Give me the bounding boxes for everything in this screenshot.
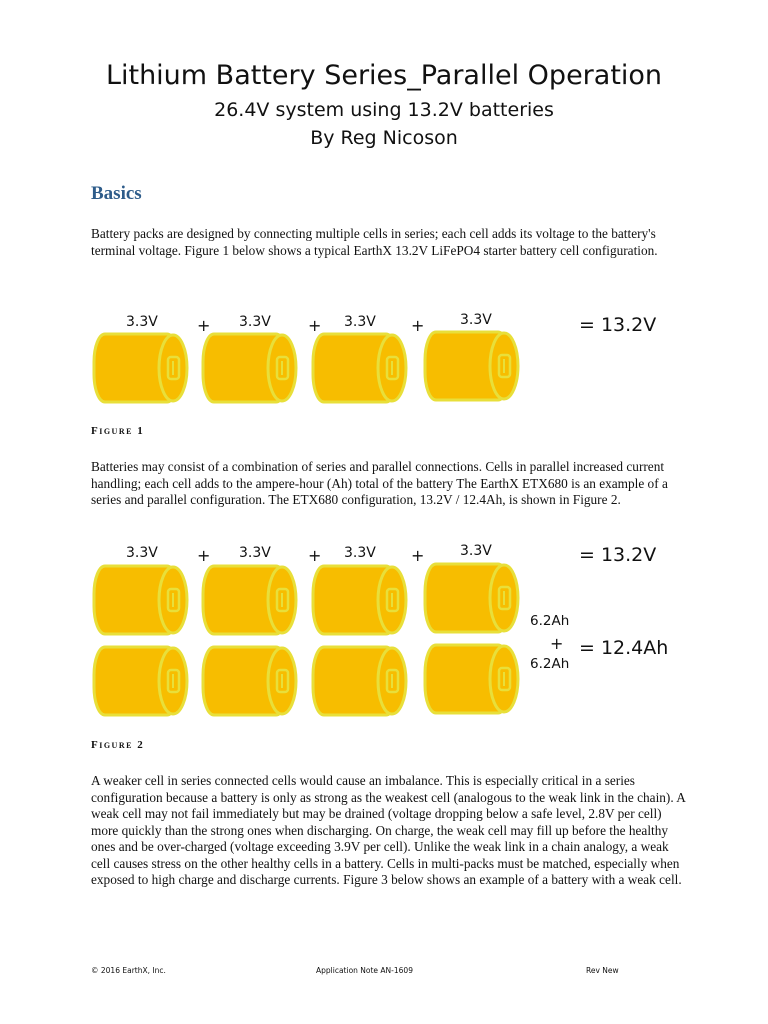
fig1-cell-voltage-label: 3.3V (239, 314, 271, 330)
document-subtitle: 26.4V system using 13.2V batteries (214, 99, 554, 121)
fig2-plus-sign: + (197, 546, 211, 565)
figure-2-caption: Figure 2 (91, 739, 145, 751)
battery-cell-icon (422, 562, 522, 634)
paragraph-series-parallel: Batteries may consist of a combination of series and parallel connections. Cells in parallel increased current handling; each cell adds to the ampere-hour (Ah) total of the battery The EarthX ETX680 is an example of a series and parallel configuration. The ETX680 configuration, 13.2V / 12.4Ah, is shown in Figure 2. (91, 459, 668, 507)
footer-copyright: © 2016 EarthX, Inc. (91, 966, 166, 975)
section-heading: Basics (91, 183, 142, 204)
fig1-total-voltage: = 13.2V (579, 314, 657, 336)
paragraph-intro: Battery packs are designed by connecting multiple cells in series; each cell adds its voltage to the battery's terminal voltage. Figure 1 below shows a typical EarthX 13.2V LiFePO4 starter battery cell configuration. (91, 226, 658, 258)
fig2-plus-sign: + (411, 546, 425, 565)
battery-cell-icon (200, 564, 300, 636)
battery-cell-icon (310, 332, 410, 404)
fig1-plus-sign: + (308, 316, 322, 335)
figure-1-caption: Figure 1 (91, 425, 145, 437)
fig2-total-voltage: = 13.2V (579, 544, 657, 566)
battery-cell-icon (91, 564, 191, 636)
fig1-cell-voltage-label: 3.3V (460, 312, 492, 328)
fig2-total-capacity: = 12.4Ah (579, 637, 669, 659)
battery-cell-icon (91, 645, 191, 717)
footer-application-note: Application Note AN-1609 (316, 966, 413, 975)
fig1-cell-voltage-label: 3.3V (126, 314, 158, 330)
fig2-ah-plus-sign: + (550, 634, 564, 653)
footer-revision: Rev New (586, 966, 619, 975)
fig2-plus-sign: + (308, 546, 322, 565)
fig2-cell-voltage-label: 3.3V (126, 545, 158, 561)
fig2-cell-voltage-label: 3.3V (460, 543, 492, 559)
battery-cell-icon (200, 332, 300, 404)
battery-cell-icon (422, 330, 522, 402)
document-title: Lithium Battery Series_Parallel Operation (105, 60, 663, 91)
battery-cell-icon (310, 645, 410, 717)
fig2-cell-voltage-label: 3.3V (344, 545, 376, 561)
battery-cell-icon (422, 643, 522, 715)
fig1-plus-sign: + (197, 316, 211, 335)
battery-cell-icon (91, 332, 191, 404)
fig1-plus-sign: + (411, 316, 425, 335)
document-author: By Reg Nicoson (310, 127, 458, 149)
battery-cell-icon (310, 564, 410, 636)
battery-cell-icon (200, 645, 300, 717)
fig2-ah-label-top: 6.2Ah (530, 613, 570, 629)
paragraph-weak-cell: A weaker cell in series connected cells would cause an imbalance. This is especially critical in a series configuration because a battery is only as strong as the weakest cell (analogous to the weak link in the chain). A weak cell may not fail immediately but may be drained (voltage dropping below a safe level, 2.8V per cell) more quickly than the strong ones when discharging. On charge, the weak cell may fill up before the healthy ones and be over-charged (voltage exceeding 3.9V per cell). Unlike the weak link in a chain analogy, a weak cell causes stress on the other healthy cells in a battery. Cells in multi-packs must be matched, especially when exposed to high charge and discharge currents. Figure 3 below shows an example of a battery with a weak cell. (91, 773, 686, 887)
fig2-cell-voltage-label: 3.3V (239, 545, 271, 561)
fig2-ah-label-bottom: 6.2Ah (530, 656, 570, 672)
fig1-cell-voltage-label: 3.3V (344, 314, 376, 330)
